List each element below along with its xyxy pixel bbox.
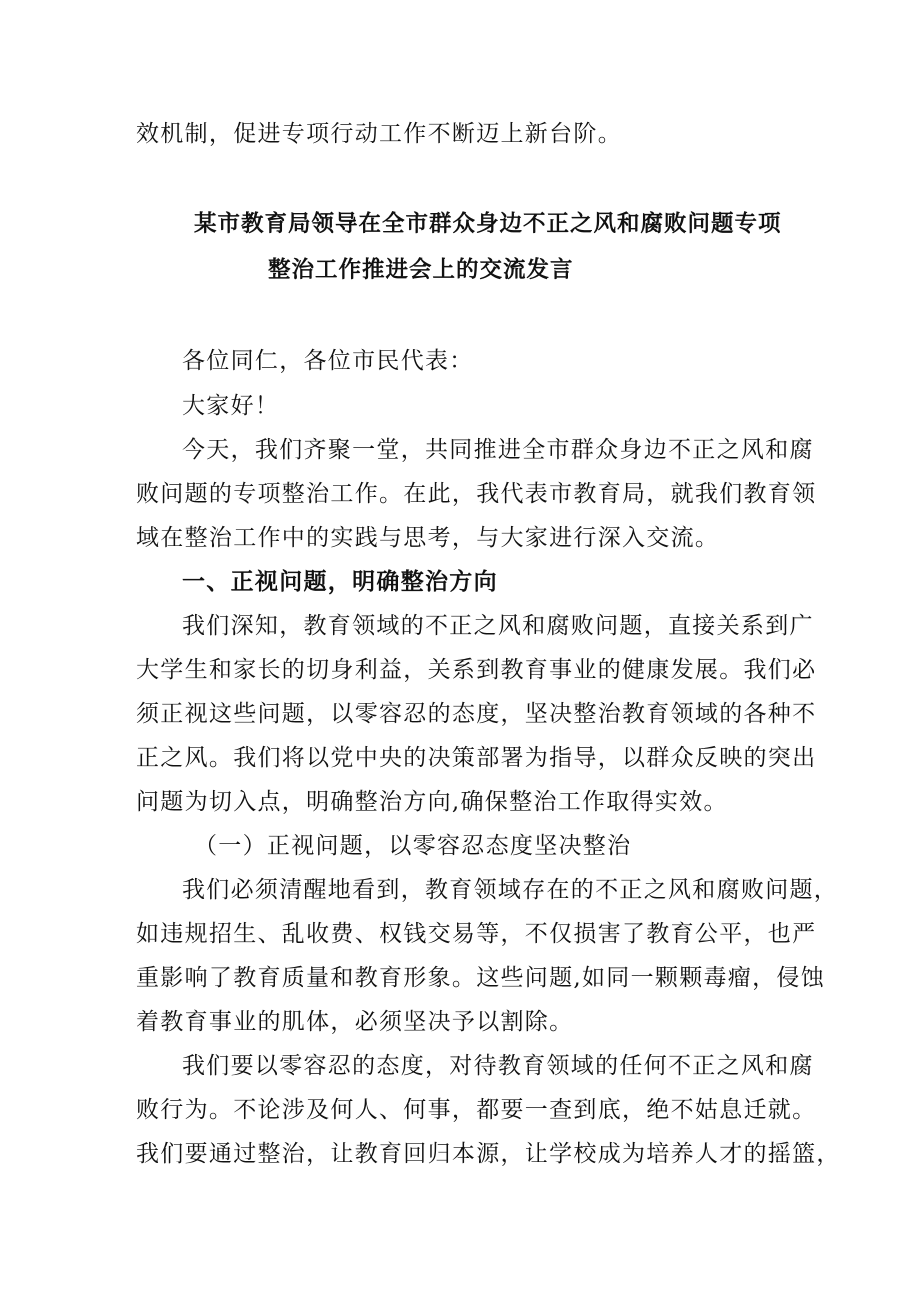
intro-line-3: 域在整治工作中的实践与思考，与大家进行深入交流。 bbox=[136, 525, 720, 551]
section-1-line-2: 大学生和家长的切身利益，关系到教育事业的健康发展。我们必 bbox=[136, 657, 817, 683]
subsection-1-para-1-line-4: 着教育事业的肌体，必须坚决予以割除。 bbox=[136, 1009, 574, 1035]
subsection-1-para-1-line-1: 我们必须清醒地看到，教育领域存在的不正之风和腐败问题， bbox=[182, 877, 839, 903]
intro-line-1: 今天，我们齐聚一堂，共同推进全市群众身边不正之风和腐 bbox=[182, 437, 814, 463]
document-title-line-1: 某市教育局领导在全市群众身边不正之风和腐败问题专项 bbox=[194, 211, 782, 237]
subsection-1-heading: （一）正视问题，以零容忍态度坚决整治 bbox=[194, 833, 632, 859]
subsection-1-para-2-line-3: 我们要通过整治，让教育回归本源，让学校成为培养人才的摇篮， bbox=[136, 1141, 841, 1167]
section-1-line-1: 我们深知，教育领域的不正之风和腐败问题，直接关系到广 bbox=[182, 613, 814, 639]
section-1-line-3: 须正视这些问题，以零容忍的态度，坚决整治教育领域的各种不 bbox=[136, 701, 817, 727]
section-1-line-5: 问题为切入点，明确整治方向,确保整治工作取得实效。 bbox=[136, 789, 728, 815]
intro-line-2: 败问题的专项整治工作。在此，我代表市教育局，就我们教育领 bbox=[136, 481, 817, 507]
previous-paragraph-tail: 效机制，促进专项行动工作不断迈上新台阶。 bbox=[136, 121, 622, 147]
subsection-1-para-2-line-2: 败行为。不论涉及何人、何事，都要一查到底，绝不姑息迁就。 bbox=[136, 1097, 817, 1123]
salutation: 各位同仁，各位市民代表： bbox=[182, 348, 474, 374]
section-1-heading: 一、正视问题，明确整治方向 bbox=[182, 569, 498, 595]
section-1-line-4: 正之风。我们将以党中央的决策部署为指导，以群众反映的突出 bbox=[136, 745, 817, 771]
subsection-1-para-1-line-2: 如违规招生、乱收费、权钱交易等，不仅损害了教育公平，也严 bbox=[136, 921, 817, 947]
subsection-1-para-1-line-3: 重影响了教育质量和教育形象。这些问题,如同一颗颗毒瘤，侵蚀 bbox=[136, 965, 826, 991]
document-title-line-2: 整治工作推进会上的交流发言 bbox=[268, 257, 574, 283]
subsection-1-para-2-line-1: 我们要以零容忍的态度，对待教育领域的任何不正之风和腐 bbox=[182, 1053, 814, 1079]
greeting: 大家好！ bbox=[182, 393, 280, 419]
